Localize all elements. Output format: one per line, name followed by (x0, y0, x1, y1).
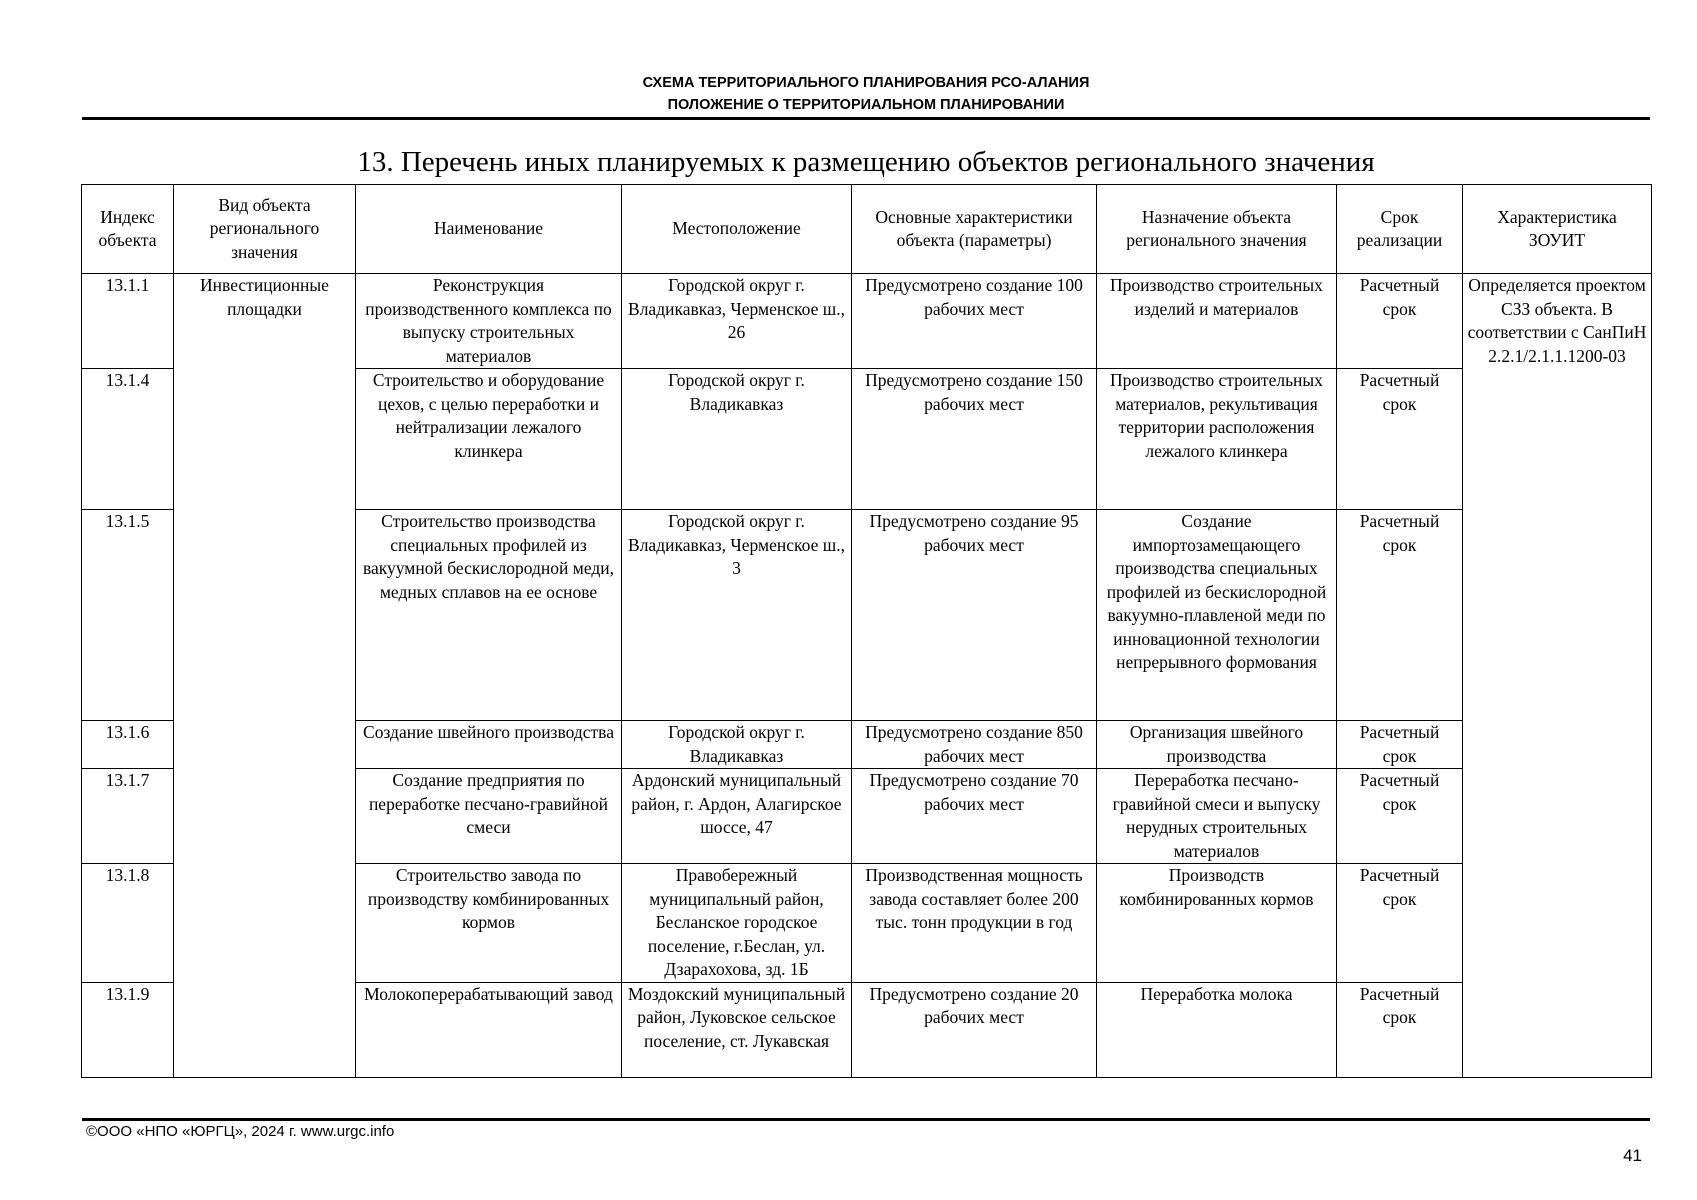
cell-params: Предусмотрено создание 95 рабочих мест (852, 510, 1097, 721)
cell-purpose: Переработка песчано-гравийной смеси и выпуску нерудных строительных материалов (1097, 769, 1337, 864)
cell-params: Предусмотрено создание 850 рабочих мест (852, 721, 1097, 769)
cell-location: Городской округ г. Владикавказ (622, 369, 852, 510)
cell-location: Городской округ г. Владикавказ (622, 721, 852, 769)
cell-index: 13.1.9 (82, 982, 174, 1077)
cell-term: Расчетный срок (1337, 864, 1463, 983)
footer-divider (82, 1118, 1650, 1121)
cell-params: Предусмотрено создание 20 рабочих мест (852, 982, 1097, 1077)
cell-purpose: Организация швейного производства (1097, 721, 1337, 769)
cell-index: 13.1.7 (82, 769, 174, 864)
cell-params: Производственная мощность завода составляет более 200 тыс. тонн продукции в год (852, 864, 1097, 983)
header-location: Местоположение (622, 185, 852, 274)
cell-params: Предусмотрено создание 70 рабочих мест (852, 769, 1097, 864)
page-title: 13. Перечень иных планируемых к размещению объектов регионального значения (357, 146, 1375, 178)
cell-name: Создание швейного производства (356, 721, 622, 769)
header-line-2: ПОЛОЖЕНИЕ О ТЕРРИТОРИАЛЬНОМ ПЛАНИРОВАНИИ (667, 97, 1065, 113)
cell-term: Расчетный срок (1337, 769, 1463, 864)
cell-term: Расчетный срок (1337, 982, 1463, 1077)
cell-purpose: Создание импортозамещающего производства специальных профилей из бескислородной вакуумно-плавленой меди по инновационной технологии непрерывного формования (1097, 510, 1337, 721)
cell-purpose: Переработка молока (1097, 982, 1337, 1077)
cell-name: Строительство завода по производству комбинированных кормов (356, 864, 622, 983)
cell-index: 13.1.6 (82, 721, 174, 769)
cell-purpose: Производство строительных изделий и материалов (1097, 274, 1337, 369)
table-header-row (82, 185, 1652, 274)
cell-name: Строительство и оборудование цехов, с целью переработки и нейтрализации лежалого клинкера (356, 369, 622, 510)
copyright: ©ООО «НПО «ЮРГЦ», 2024 г. www.urgc.info (86, 1123, 395, 1140)
cell-name: Создание предприятия по переработке песчано-гравийной смеси (356, 769, 622, 864)
header-name: Наименование (356, 185, 622, 274)
header-params: Основные характеристики объекта (параметры) (852, 185, 1097, 274)
header-index: Индекс объекта (82, 185, 174, 274)
cell-location: Городской округ г. Владикавказ, Черменское ш., 3 (622, 510, 852, 721)
cell-params: Предусмотрено создание 150 рабочих мест (852, 369, 1097, 510)
cell-term: Расчетный срок (1337, 510, 1463, 721)
header-divider (82, 117, 1650, 120)
cell-params: Предусмотрено создание 100 рабочих мест (852, 274, 1097, 369)
cell-purpose: Производство строительных материалов, рекультивация территории расположения лежалого клинкера (1097, 369, 1337, 510)
cell-term: Расчетный срок (1337, 369, 1463, 510)
cell-location: Городской округ г. Владикавказ, Черменское ш., 26 (622, 274, 852, 369)
cell-name: Молокоперерабатывающий завод (356, 982, 622, 1077)
cell-location: Ардонский муниципальный район, г. Ардон, Алагирское шоссе, 47 (622, 769, 852, 864)
document-header (82, 72, 1650, 116)
table-row (82, 274, 1652, 369)
cell-location: Правобережный муниципальный район, Бесланское городское поселение, г.Беслан, ул. Дзарахохова, зд. 1Б (622, 864, 852, 983)
cell-index: 13.1.5 (82, 510, 174, 721)
header-zouit: Характеристика ЗОУИТ (1463, 185, 1652, 274)
header-term: Срок реализации (1337, 185, 1463, 274)
cell-object-type: Инвестиционные площадки (174, 274, 356, 1078)
cell-purpose: Производств комбинированных кормов (1097, 864, 1337, 983)
cell-name: Строительство производства специальных профилей из вакуумной бескислородной меди, медных сплавов на ее основе (356, 510, 622, 721)
header-line-1: СХЕМА ТЕРРИТОРИАЛЬНОГО ПЛАНИРОВАНИЯ РСО-АЛАНИЯ (642, 75, 1090, 91)
header-object-type: Вид объекта регионального значения (174, 185, 356, 274)
header-purpose: Назначение объекта регионального значения (1097, 185, 1337, 274)
cell-location: Моздокский муниципальный район, Луковское сельское поселение, ст. Лукавская (622, 982, 852, 1077)
objects-table (81, 184, 1652, 1078)
cell-zouit: Определяется проектом СЗЗ объекта. В соответствии с СанПиН 2.2.1/2.1.1.1200-03 (1463, 274, 1652, 1078)
page-number: 41 (1623, 1146, 1642, 1165)
cell-term: Расчетный срок (1337, 274, 1463, 369)
cell-index: 13.1.4 (82, 369, 174, 510)
cell-name: Реконструкция производственного комплекса по выпуску строительных материалов (356, 274, 622, 369)
cell-index: 13.1.8 (82, 864, 174, 983)
cell-index: 13.1.1 (82, 274, 174, 369)
cell-term: Расчетный срок (1337, 721, 1463, 769)
